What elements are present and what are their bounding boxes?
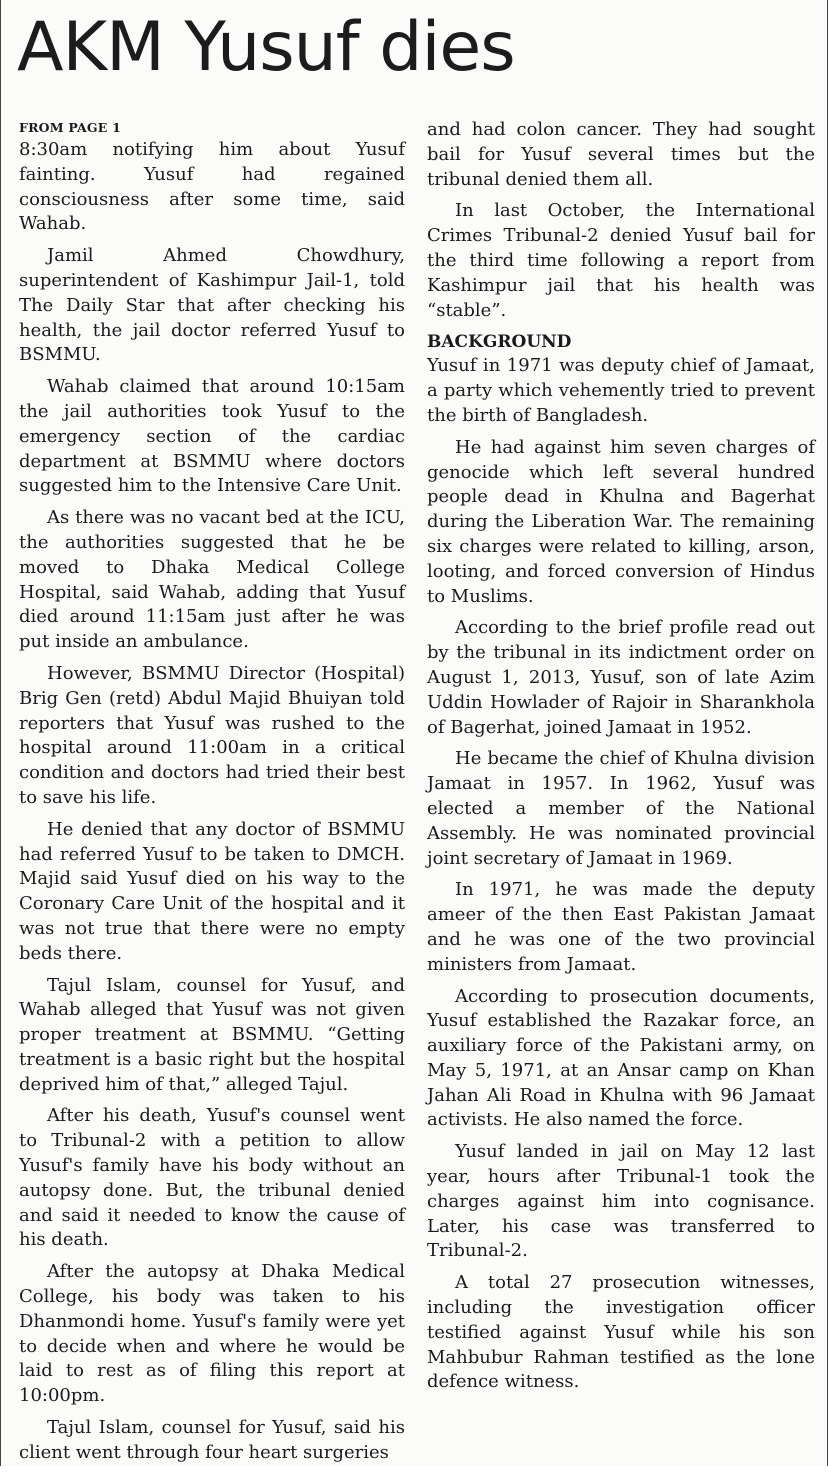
paragraph: He had against him seven charges of genocide which left several hundred people dead in Khulna and Bagerhat during the Liberation War. The remaining six charges were related to killing, arson, looting, and forced conversion of Hindus to Muslims. [427,436,815,607]
paragraph: 8:30am notifying him about Yusuf fainting. Yusuf had regained consciousness after some time, said Wahab. [19,139,405,235]
paragraph: After the autopsy at Dhaka Medical College, his body was taken to his Dhanmondi home. Yusuf's family were yet to decide when and where he would be laid to rest as of filing this report at 10:00pm. [19,1261,405,1407]
paragraph: Jamil Ahmed Chowdhury, superintendent of Kashimpur Jail-1, told The Daily Star that after checking his health, the jail doctor referred Yusuf to BSMMU. [19,245,405,366]
paragraph: Yusuf landed in jail on May 12 last year, hours after Tribunal-1 took the charges against him into cognisance. Later, his case was transferred to Tribunal-2. [427,1141,815,1262]
headline: AKM Yusuf dies [17,8,515,87]
paragraph: According to prosecution documents, Yusuf established the Razakar force, an auxiliary force of the Pakistani army, on May 5, 1971, at an Ansar camp on Khan Jahan Ali Road in Khulna with 96 Jamaat activists. He also named the force. [427,985,815,1131]
paragraph: In last October, the International Crimes Tribunal-2 denied Yusuf bail for the third time following a report from Kashimpur jail that his health was “stable”. [427,200,815,321]
paragraph: However, BSMMU Director (Hospital) Brig Gen (retd) Abdul Majid Bhuiyan told reporters that Yusuf was rushed to the hospital around 11:00am in a critical condition and doctors had tried their best to save his life. [19,662,405,808]
paragraph: He denied that any doctor of BSMMU had referred Yusuf to be taken to DMCH. Majid said Yusuf died on his way to the Coronary Care Unit of the hospital and it was not true that there were no empty beds there. [19,818,405,964]
paragraph: A total 27 prosecution witnesses, including the investigation officer testified against Yusuf while his son Mahbubur Rahman testified as the lone defence witness. [427,1272,815,1393]
paragraph: He became the chief of Khulna division Jamaat in 1957. In 1962, Yusuf was elected a member of the National Assembly. He was nominated provincial joint secretary of Jamaat in 1969. [427,748,815,869]
paragraph: Wahab claimed that around 10:15am the jail authorities took Yusuf to the emergency section of the cardiac department at BSMMU where doctors suggested him to the Intensive Care Unit. [19,376,405,497]
paragraph: Tajul Islam, counsel for Yusuf, said his client went through four heart surgeries [19,1417,405,1463]
section-subhead: BACKGROUND [427,332,572,353]
paragraph: and had colon cancer. They had sought bail for Yusuf several times but the tribunal denied them all. [427,119,815,190]
paragraph: After his death, Yusuf's counsel went to Tribunal-2 with a petition to allow Yusuf's family have his body without an autopsy done. But, the tribunal denied and said it needed to know the cause of his death. [19,1105,405,1251]
paragraph: In 1971, he was made the deputy ameer of the then East Pakistan Jamaat and he was one of the two provincial ministers from Jamaat. [427,879,815,975]
article-column-left [19,118,405,1473]
paragraph: Yusuf in 1971 was deputy chief of Jamaat, a party which vehemently tried to prevent the birth of Bangladesh. [427,355,815,426]
article-column-right [427,118,815,1402]
paragraph: As there was no vacant bed at the ICU, the authorities suggested that he be moved to Dhaka Medical College Hospital, said Wahab, adding that Yusuf died around 11:15am just after he was put inside an ambulance. [19,507,405,653]
paragraph: According to the brief profile read out by the tribunal in its indictment order on August 1, 2013, Yusuf, son of late Azim Uddin Howlader of Rajoir in Sharankhola of Bagerhat, joined Jamaat in 1952. [427,617,815,738]
kicker: FROM PAGE 1 [19,120,121,135]
paragraph: Tajul Islam, counsel for Yusuf, and Wahab alleged that Yusuf was not given proper treatment at BSMMU. “Getting treatment is a basic right but the hospital deprived him of that,” alleged Tajul. [19,974,405,1095]
